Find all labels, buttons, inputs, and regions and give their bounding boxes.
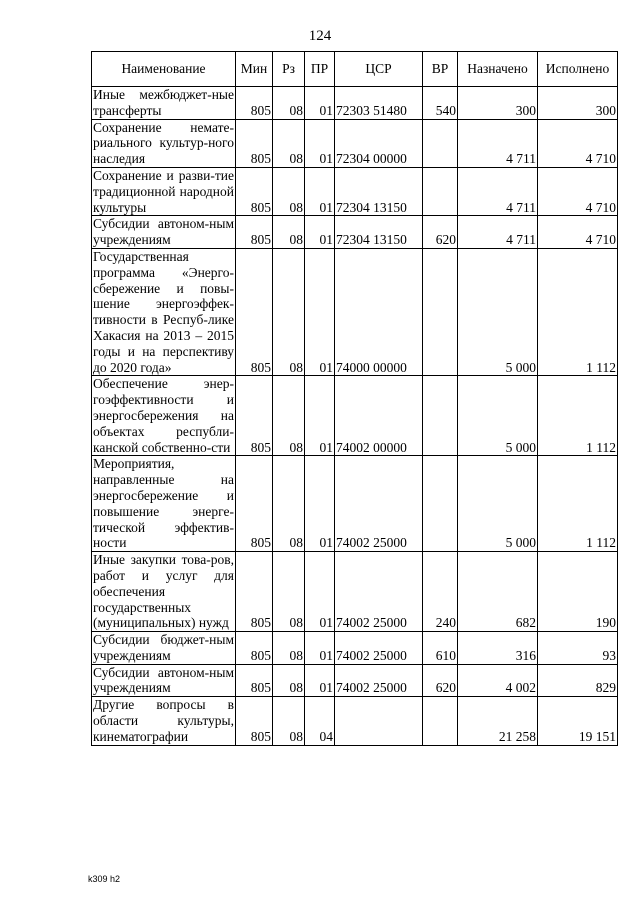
cell-pr: 01 — [305, 216, 335, 249]
cell-vr: 610 — [423, 632, 458, 665]
table-row — [92, 376, 618, 456]
cell-pr: 01 — [305, 632, 335, 665]
cell-csr: 74002 00000 — [335, 376, 423, 456]
cell-executed: 4 710 — [538, 119, 618, 167]
cell-csr: 74002 25000 — [335, 632, 423, 665]
cell-name: Другие вопросы в области культуры, кинематографии — [93, 697, 234, 744]
cell-min: 805 — [236, 552, 273, 632]
table-row — [92, 456, 618, 552]
cell-vr — [423, 456, 458, 552]
cell-executed: 19 151 — [538, 697, 618, 745]
cell-name: Государственная программа «Энерго-сбережение и повы-шение энергоэффек-тивности в Респуб-лике Хакасия на 2013 – 2015 годы и на перспективу до 2020 года» — [93, 248, 234, 375]
header-pr: ПР — [305, 52, 335, 87]
cell-csr: 74000 00000 — [335, 248, 423, 375]
cell-vr — [423, 248, 458, 375]
cell-rz: 08 — [273, 632, 305, 665]
cell-rz: 08 — [273, 248, 305, 375]
cell-assigned: 316 — [458, 632, 538, 665]
cell-name: Субсидии автоном-ным учреждениям — [93, 216, 234, 248]
cell-pr: 01 — [305, 552, 335, 632]
cell-csr: 72303 51480 — [335, 87, 423, 120]
cell-assigned: 4 711 — [458, 119, 538, 167]
table-row — [92, 632, 618, 665]
cell-executed: 829 — [538, 664, 618, 697]
cell-min: 805 — [236, 632, 273, 665]
table-row — [92, 697, 618, 745]
cell-assigned: 4 002 — [458, 664, 538, 697]
cell-rz: 08 — [273, 664, 305, 697]
cell-assigned: 5 000 — [458, 248, 538, 375]
cell-min: 805 — [236, 216, 273, 249]
cell-rz: 08 — [273, 456, 305, 552]
header-rz: Рз — [273, 52, 305, 87]
footer-code: k309 h2 — [88, 874, 121, 884]
cell-csr: 72304 00000 — [335, 119, 423, 167]
header-row — [92, 52, 618, 87]
cell-executed: 4 710 — [538, 216, 618, 249]
cell-vr: 620 — [423, 216, 458, 249]
header-name: Наименование — [92, 52, 236, 87]
cell-pr: 01 — [305, 376, 335, 456]
cell-assigned: 4 711 — [458, 216, 538, 249]
cell-name: Субсидии автоном-ным учреждениям — [93, 664, 234, 696]
cell-vr: 540 — [423, 87, 458, 120]
table-row — [92, 119, 618, 167]
cell-executed: 1 112 — [538, 376, 618, 456]
cell-pr: 01 — [305, 664, 335, 697]
cell-name: Субсидии бюджет-ным учреждениям — [93, 632, 234, 663]
cell-vr — [423, 697, 458, 745]
cell-name: Сохранение и разви-тие традиционной народной культуры — [93, 167, 234, 215]
cell-name: Мероприятия, направленные на энергосбережение и повышение энерге-тической эффектив-ности — [93, 456, 234, 551]
cell-pr: 04 — [305, 697, 335, 745]
cell-min: 805 — [236, 167, 273, 215]
header-assigned: Назначено — [458, 52, 538, 87]
cell-executed: 190 — [538, 552, 618, 632]
cell-rz: 08 — [273, 697, 305, 745]
cell-executed: 1 112 — [538, 248, 618, 375]
table-row — [92, 552, 618, 632]
cell-pr: 01 — [305, 456, 335, 552]
table-row — [92, 664, 618, 697]
cell-assigned: 5 000 — [458, 376, 538, 456]
cell-csr — [335, 697, 423, 745]
cell-assigned: 5 000 — [458, 456, 538, 552]
header-csr: ЦСР — [335, 52, 423, 87]
cell-vr — [423, 167, 458, 215]
cell-rz: 08 — [273, 119, 305, 167]
cell-csr: 74002 25000 — [335, 552, 423, 632]
cell-rz: 08 — [273, 552, 305, 632]
cell-vr — [423, 119, 458, 167]
table-row — [92, 216, 618, 249]
cell-csr: 74002 25000 — [335, 456, 423, 552]
cell-assigned: 4 711 — [458, 167, 538, 215]
table-row — [92, 248, 618, 375]
cell-vr: 620 — [423, 664, 458, 697]
header-executed: Исполнено — [538, 52, 618, 87]
cell-executed: 93 — [538, 632, 618, 665]
cell-pr: 01 — [305, 119, 335, 167]
cell-executed: 4 710 — [538, 167, 618, 215]
header-min: Мин — [236, 52, 273, 87]
cell-executed: 300 — [538, 87, 618, 120]
cell-csr: 74002 25000 — [335, 664, 423, 697]
cell-min: 805 — [236, 456, 273, 552]
cell-min: 805 — [236, 376, 273, 456]
table-row — [92, 167, 618, 215]
cell-min: 805 — [236, 119, 273, 167]
cell-assigned: 682 — [458, 552, 538, 632]
cell-csr: 72304 13150 — [335, 167, 423, 215]
cell-pr: 01 — [305, 87, 335, 120]
cell-rz: 08 — [273, 87, 305, 120]
cell-name: Иные межбюджет-ные трансферты — [93, 87, 234, 118]
cell-min: 805 — [236, 697, 273, 745]
cell-vr: 240 — [423, 552, 458, 632]
budget-table — [91, 51, 618, 746]
cell-assigned: 21 258 — [458, 697, 538, 745]
cell-name: Обеспечение энер-гоэффективности и энергосбережения на объектах республи-канской собственно-сти — [93, 376, 234, 455]
cell-rz: 08 — [273, 216, 305, 249]
cell-csr: 72304 13150 — [335, 216, 423, 249]
cell-pr: 01 — [305, 248, 335, 375]
cell-pr: 01 — [305, 167, 335, 215]
cell-min: 805 — [236, 664, 273, 697]
table-row — [92, 87, 618, 120]
cell-assigned: 300 — [458, 87, 538, 120]
cell-rz: 08 — [273, 376, 305, 456]
cell-vr — [423, 376, 458, 456]
header-vr: ВР — [423, 52, 458, 87]
cell-min: 805 — [236, 248, 273, 375]
cell-min: 805 — [236, 87, 273, 120]
cell-rz: 08 — [273, 167, 305, 215]
cell-name: Сохранение немате-риального культур-ного наследия — [93, 119, 234, 167]
cell-executed: 1 112 — [538, 456, 618, 552]
page-number: 124 — [308, 28, 332, 44]
cell-name: Иные закупки това-ров, работ и услуг для обеспечения государственных (муниципальных) нужд — [93, 552, 234, 631]
